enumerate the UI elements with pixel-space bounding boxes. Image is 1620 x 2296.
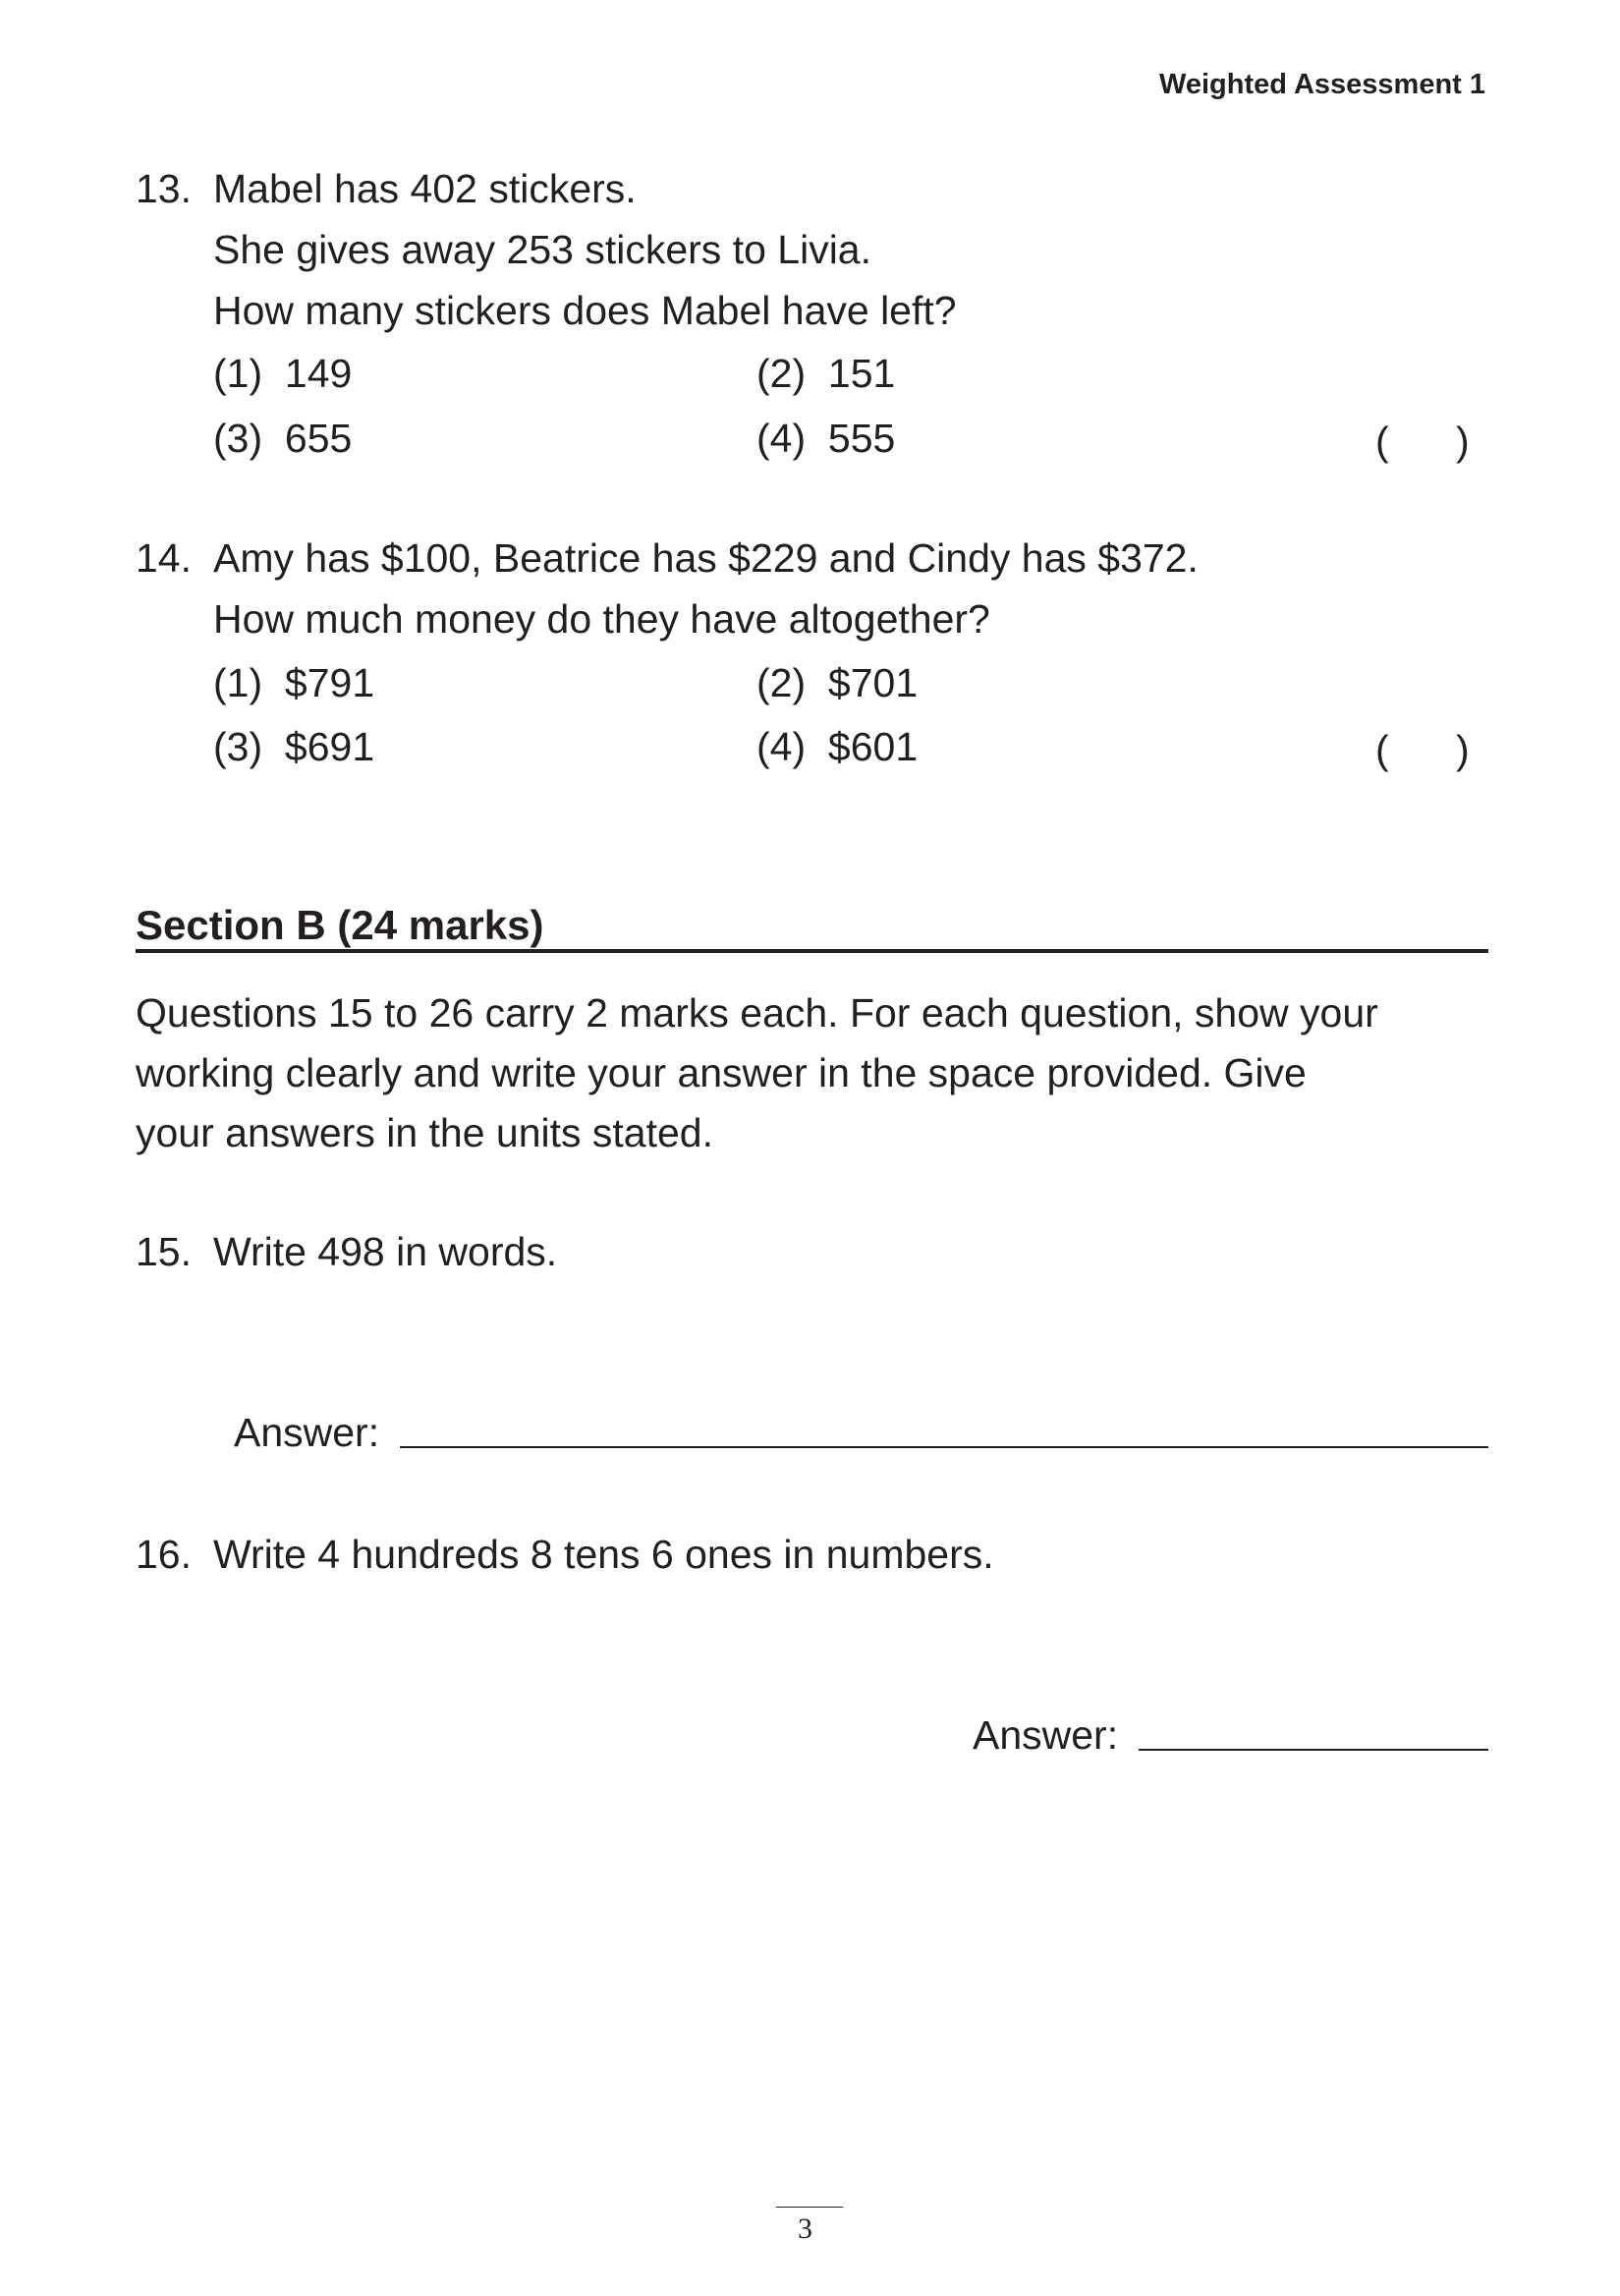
- answer-label: Answer:: [973, 1712, 1119, 1758]
- option-label: (2): [756, 351, 807, 396]
- answer-bracket[interactable]: ( ): [1375, 419, 1470, 464]
- question-text-line: She gives away 253 stickers to Livia.: [213, 227, 871, 272]
- option-value: 151: [827, 351, 896, 396]
- question-number: 13.: [136, 166, 192, 211]
- answer-label: Answer:: [234, 1410, 380, 1455]
- option-4[interactable]: [756, 724, 919, 769]
- question-text: Write 4 hundreds 8 tens 6 ones in numbers.: [213, 1532, 994, 1577]
- question-text-line: How much money do they have altogether?: [213, 596, 990, 642]
- question-text-line: How many stickers does Mabel have left?: [213, 288, 957, 333]
- option-3[interactable]: [213, 416, 353, 461]
- option-2[interactable]: [756, 351, 896, 396]
- option-1[interactable]: [213, 660, 375, 705]
- option-value: $601: [827, 724, 919, 769]
- page-number: 3: [798, 2212, 812, 2245]
- answer-bracket[interactable]: ( ): [1375, 727, 1470, 772]
- option-1[interactable]: [213, 351, 353, 396]
- question-number: 14.: [136, 535, 192, 581]
- instructions-line: Questions 15 to 26 carry 2 marks each. For each question, show your: [136, 990, 1378, 1036]
- option-value: 555: [827, 416, 896, 461]
- option-label: (3): [213, 724, 263, 769]
- section-heading: Section B (24 marks): [136, 902, 544, 948]
- question-number: 16.: [136, 1532, 192, 1577]
- question-text-line: Amy has $100, Beatrice has $229 and Cindy has $372.: [213, 535, 1199, 581]
- option-label: (3): [213, 416, 263, 461]
- section-divider: [136, 949, 1488, 953]
- option-value: $691: [284, 724, 375, 769]
- page-number-rule: [776, 2207, 843, 2208]
- option-3[interactable]: [213, 724, 375, 769]
- option-label: (4): [756, 724, 807, 769]
- running-header: Weighted Assessment 1: [1159, 69, 1485, 100]
- option-value: $791: [284, 660, 375, 705]
- option-value: 149: [284, 351, 353, 396]
- instructions-line: working clearly and write your answer in the space provided. Give: [136, 1050, 1307, 1095]
- option-label: (1): [213, 660, 263, 705]
- answer-line[interactable]: [1139, 1749, 1488, 1751]
- option-value: 655: [284, 416, 353, 461]
- option-label: (2): [756, 660, 807, 705]
- answer-line[interactable]: [400, 1446, 1488, 1448]
- option-value: $701: [827, 660, 919, 705]
- question-number: 15.: [136, 1229, 192, 1274]
- instructions-line: your answers in the units stated.: [136, 1110, 713, 1155]
- question-text-line: Mabel has 402 stickers.: [213, 166, 637, 211]
- option-2[interactable]: [756, 660, 919, 705]
- option-4[interactable]: [756, 416, 896, 461]
- option-label: (4): [756, 416, 807, 461]
- option-label: (1): [213, 351, 263, 396]
- question-text: Write 498 in words.: [213, 1229, 558, 1274]
